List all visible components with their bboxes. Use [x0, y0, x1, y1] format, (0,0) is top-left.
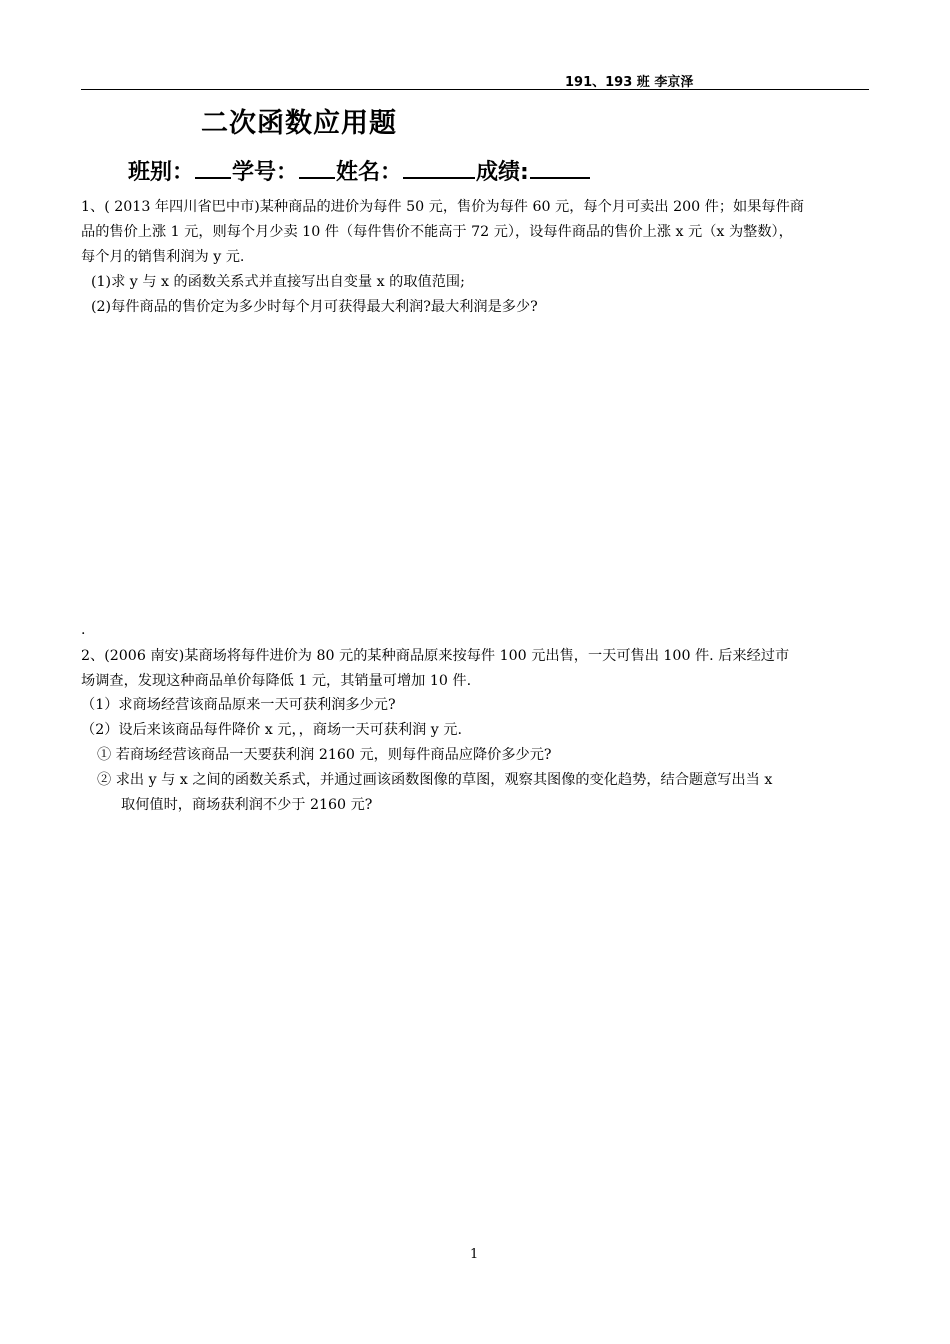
q1-line-1: 1、( 2013 年四川省巴中市)某种商品的进价为每件 50 元，售价为每件 60 元，每个月可卖出 200 件；如果每件商: [81, 199, 804, 215]
class-blank: [195, 157, 231, 179]
name-blank: [403, 157, 475, 179]
score-label: 成绩:: [476, 160, 529, 185]
q2-line-1: 2、(2006 南安)某商场将每件进价为 80 元的某种商品原来按每件 100 元出售，一天可售出 100 件. 后来经过市: [81, 648, 790, 664]
header-class-name: 191、193 班 李京泽: [565, 75, 694, 90]
name-label: 姓名：: [336, 160, 403, 185]
q2-sub-1: （1）求商场经营该商品原来一天可获利润多少元?: [81, 697, 396, 713]
header-divider: [81, 89, 869, 90]
score-blank: [530, 157, 590, 179]
q1-line-3: 每个月的销售利润为 y 元.: [81, 249, 245, 265]
q2-sub-2b-line-1: ② 求出 y 与 x 之间的函数关系式，并通过画该函数图像的草图，观察其图像的变化趋势，结合题意写出当 x: [97, 772, 773, 788]
q2-sub-2a: ① 若商场经营该商品一天要获利润 2160 元，则每件商品应降价多少元?: [97, 747, 552, 763]
id-blank: [299, 157, 335, 179]
q2-line-2: 场调查，发现这种商品单价每降低 1 元，其销量可增加 10 件.: [81, 673, 472, 689]
page-number: 1: [470, 1247, 479, 1262]
q1-line-2: 品的售价上涨 1 元，则每个月少卖 10 件（每件售价不能高于 72 元），设每件商品的售价上涨 x 元（x 为整数），: [81, 224, 793, 240]
q1-sub-2: (2)每件商品的售价定为多少时每个月可获得最大利润?最大利润是多少?: [91, 299, 538, 315]
q2-sub-2b-line-2: 取何值时，商场获利润不少于 2160 元?: [121, 797, 373, 813]
q1-sub-1: (1)求 y 与 x 的函数关系式并直接写出自变量 x 的取值范围;: [91, 274, 465, 290]
separator-dot: .: [81, 622, 86, 638]
page-title: 二次函数应用题: [201, 108, 397, 139]
student-info-line: [128, 155, 591, 186]
class-label: 班别：: [128, 160, 195, 185]
q2-sub-2: （2）设后来该商品每件降价 x 元，，商场一天可获利润 y 元.: [81, 722, 462, 738]
id-label: 学号：: [232, 160, 299, 185]
